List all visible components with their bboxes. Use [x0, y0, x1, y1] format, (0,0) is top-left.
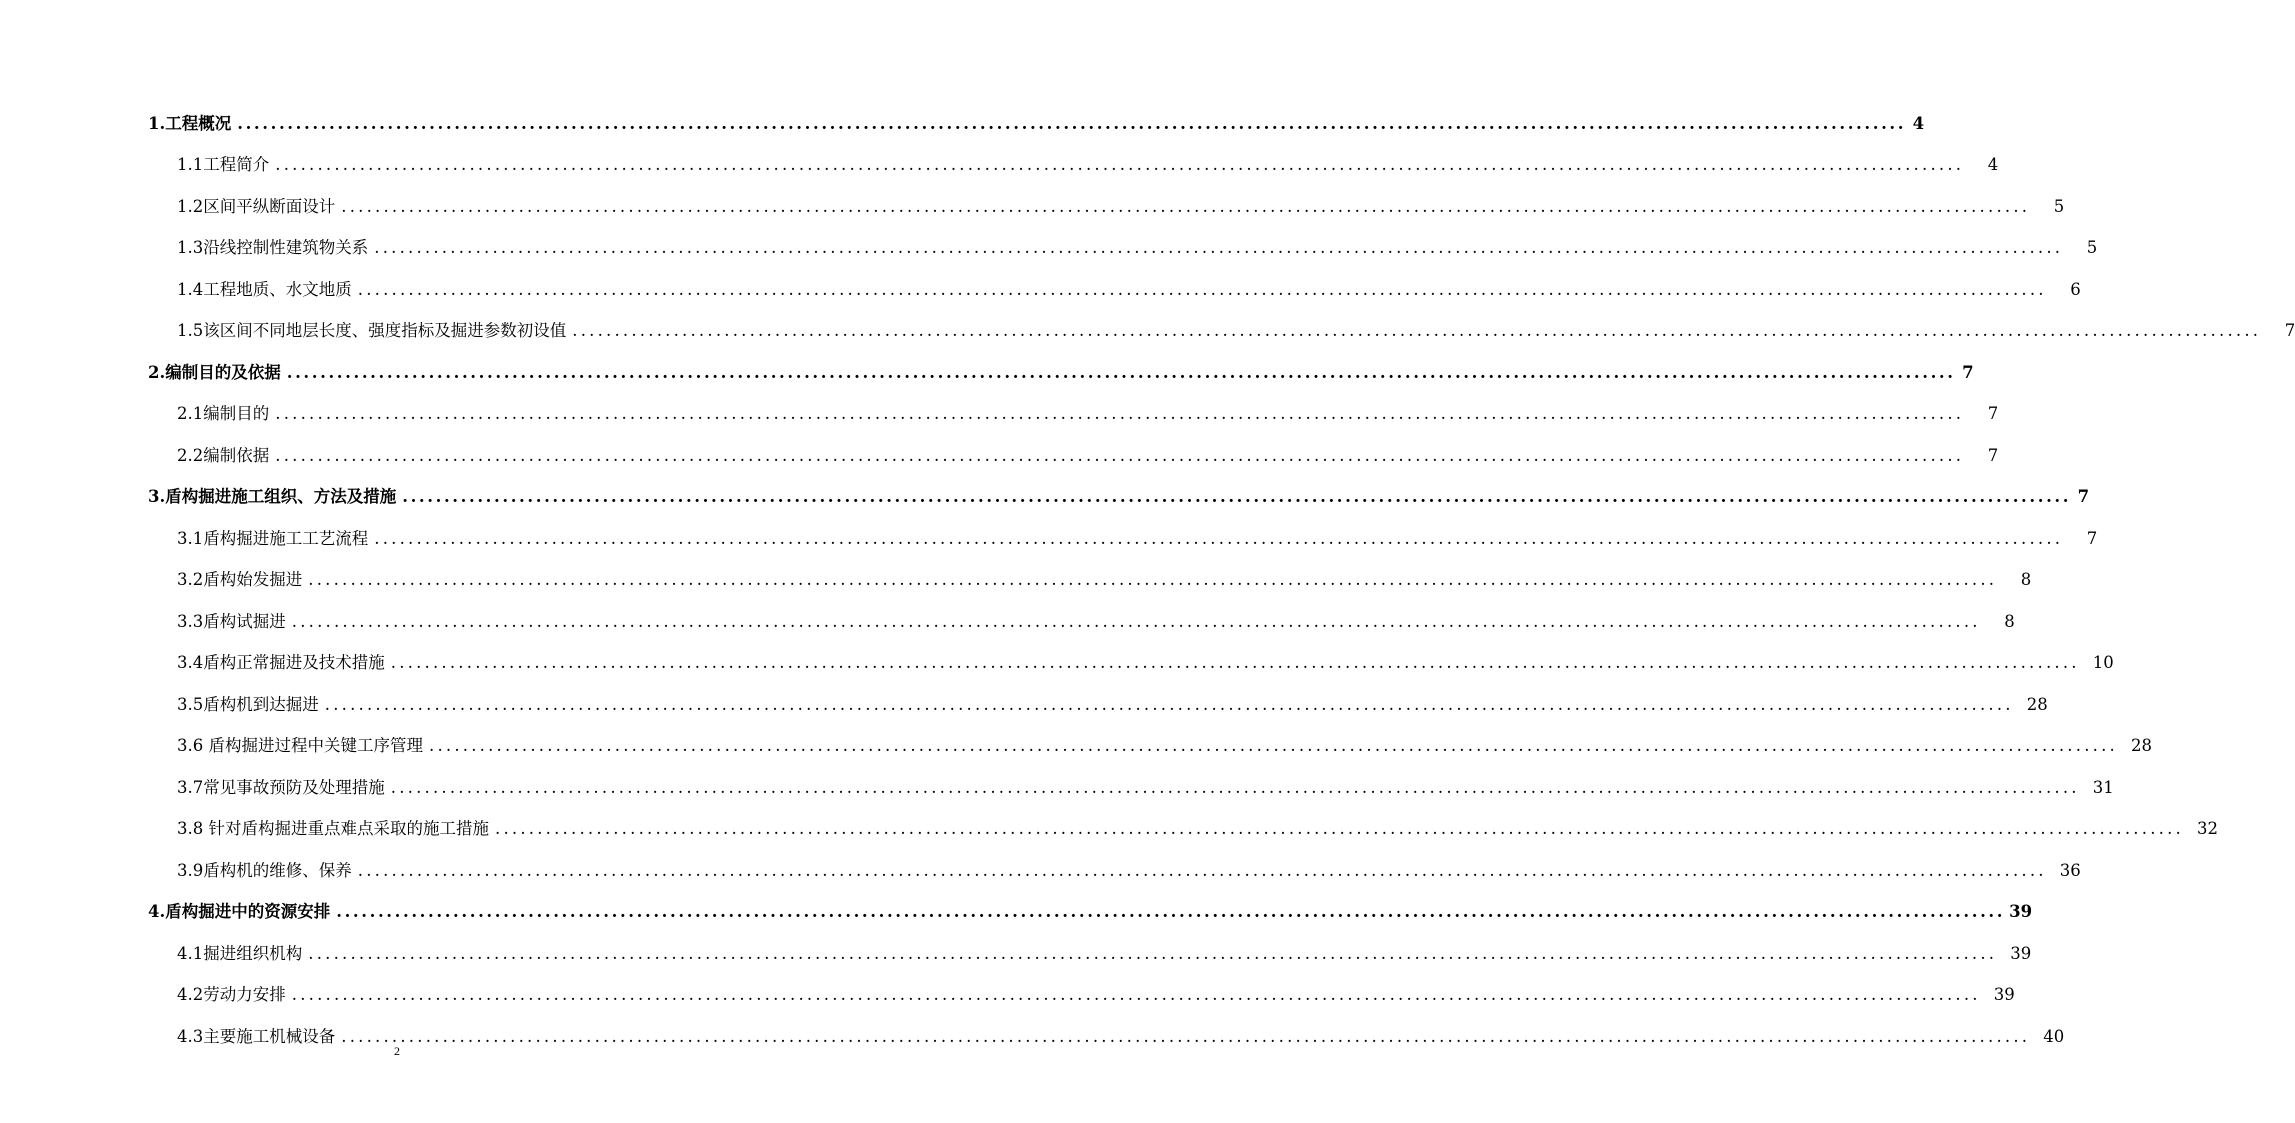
- toc-entry-title: 4.2劳动力安排: [177, 985, 286, 1004]
- toc-entry-title: 2.2编制依据: [177, 445, 270, 465]
- toc-section-entry[interactable]: [148, 635, 2114, 677]
- toc-chapter-entry[interactable]: [148, 95, 1925, 137]
- toc-entry-title: 3.2盾构始发掘进: [177, 570, 303, 589]
- toc-entry-page-number: 31: [2092, 777, 2114, 797]
- toc-entry-page-number: 5: [2086, 238, 2098, 257]
- toc-section-entry[interactable]: [148, 137, 1999, 179]
- toc-dot-leader: ........................................................................................................................................................................................................: [495, 819, 2184, 838]
- toc-section-entry[interactable]: [148, 427, 1999, 469]
- toc-entry-page-number: 7: [2077, 487, 2090, 506]
- toc-entry-page-number: 5: [2053, 196, 2065, 216]
- toc-entry-title: 1.2区间平纵断面设计: [177, 196, 336, 216]
- toc-entry-page-number: 7: [2284, 321, 2295, 340]
- toc-entry-title: 3.4盾构正常掘进及技术措施: [177, 653, 385, 672]
- toc-entry-page-number: 28: [2130, 736, 2152, 755]
- toc-entry-title: 1.5该区间不同地层长度、强度指标及掘进参数初设值: [177, 321, 567, 340]
- toc-section-entry[interactable]: [148, 510, 2098, 552]
- toc-section-entry[interactable]: [148, 967, 2015, 1009]
- toc-dot-leader: ........................................................................................................................................................................................................: [572, 321, 2262, 340]
- toc-dot-leader: ........................................................................................................................................................................................................: [286, 362, 1956, 382]
- toc-dot-leader: ........................................................................................................................................................................................................: [341, 1026, 2031, 1046]
- toc-section-entry[interactable]: [148, 801, 2218, 843]
- toc-entry-page-number: 7: [2086, 528, 2098, 548]
- toc-section-entry[interactable]: [148, 842, 2081, 884]
- toc-dot-leader: ........................................................................................................................................................................................................: [390, 653, 2080, 672]
- toc-entry-title: 2.1编制目的: [177, 404, 270, 423]
- toc-section-entry[interactable]: [148, 593, 2015, 635]
- toc-section-entry[interactable]: [148, 178, 2065, 220]
- toc-entry-title: 3.9盾构机的维修、保养: [177, 860, 352, 880]
- toc-entry-page-number: 36: [2059, 860, 2081, 880]
- toc-entry-page-number: 7: [1962, 362, 1974, 382]
- toc-dot-leader: ........................................................................................................................................................................................................: [341, 196, 2031, 216]
- toc-entry-title: 3.8 针对盾构掘进重点难点采取的施工措施: [177, 819, 489, 838]
- toc-dot-leader: ........................................................................................................................................................................................................: [237, 113, 1907, 133]
- toc-dot-leader: ........................................................................................................................................................................................................: [308, 570, 1998, 589]
- toc-entry-page-number: 28: [2026, 694, 2048, 714]
- toc-dot-leader: ........................................................................................................................................................................................................: [324, 694, 2014, 714]
- toc-chapter-entry[interactable]: [148, 344, 1974, 386]
- toc-section-entry[interactable]: [148, 759, 2114, 801]
- toc-section-entry[interactable]: [148, 220, 2098, 262]
- toc-dot-leader: ........................................................................................................................................................................................................: [291, 611, 1981, 631]
- toc-dot-leader: ........................................................................................................................................................................................................: [390, 777, 2080, 797]
- toc-chapter-entry[interactable]: [148, 469, 2090, 511]
- toc-entry-title: 2.编制目的及依据: [148, 362, 281, 382]
- toc-chapter-entry[interactable]: [148, 884, 2033, 926]
- toc-entry-title: 1.工程概况: [148, 113, 232, 133]
- toc-entry-title: 3.盾构掘进施工组织、方法及措施: [148, 487, 397, 506]
- toc-dot-leader: ........................................................................................................................................................................................................: [275, 155, 1965, 174]
- toc-entry-page-number: 39: [1993, 985, 2015, 1004]
- toc-dot-leader: ........................................................................................................................................................................................................: [429, 736, 2118, 755]
- toc-entry-page-number: 10: [2092, 653, 2114, 672]
- toc-entry-page-number: 40: [2043, 1026, 2065, 1046]
- toc-entry-page-number: 7: [1987, 445, 1999, 465]
- toc-entry-title: 3.6 盾构掘进过程中关键工序管理: [177, 736, 423, 755]
- toc-entry-page-number: 8: [2004, 611, 2015, 631]
- toc-entry-page-number: 6: [2070, 279, 2081, 299]
- toc-section-entry[interactable]: [148, 386, 1999, 428]
- toc-entry-page-number: 32: [2196, 819, 2218, 838]
- toc-entry-title: 1.4工程地质、水文地质: [177, 279, 352, 299]
- toc-entry-title: 4.盾构掘进中的资源安排: [148, 902, 331, 921]
- toc-section-entry[interactable]: [148, 718, 2152, 760]
- toc-entry-title: 1.3沿线控制性建筑物关系: [177, 238, 369, 257]
- toc-dot-leader: ........................................................................................................................................................................................................: [308, 943, 1998, 963]
- toc-section-entry[interactable]: [148, 303, 2295, 345]
- toc-section-entry[interactable]: [148, 676, 2048, 718]
- toc-section-entry[interactable]: [148, 925, 2032, 967]
- toc-entry-title: 3.5盾构机到达掘进: [177, 694, 319, 714]
- toc-entry-title: 3.3盾构试掘进: [177, 611, 286, 631]
- toc-entry-title: 3.7常见事故预防及处理措施: [177, 777, 385, 797]
- toc-dot-leader: ........................................................................................................................................................................................................: [336, 902, 2006, 921]
- toc-entry-title: 4.1掘进组织机构: [177, 943, 303, 963]
- toc-section-entry[interactable]: [148, 552, 2032, 594]
- toc-entry-page-number: 4: [1912, 113, 1925, 133]
- page-number: 2: [394, 1044, 400, 1058]
- toc-dot-leader: ........................................................................................................................................................................................................: [275, 404, 1965, 423]
- toc-dot-leader: ........................................................................................................................................................................................................: [374, 528, 2064, 548]
- toc-entry-page-number: 4: [1987, 155, 1999, 174]
- toc-dot-leader: ........................................................................................................................................................................................................: [357, 860, 2047, 880]
- toc-entry-page-number: 7: [1987, 404, 1999, 423]
- table-of-contents: [148, 95, 2295, 1050]
- toc-dot-leader: ........................................................................................................................................................................................................: [291, 985, 1981, 1004]
- toc-entry-title: 4.3主要施工机械设备: [177, 1026, 336, 1046]
- toc-section-entry[interactable]: [148, 261, 2081, 303]
- toc-entry-title: 1.1工程简介: [177, 155, 270, 174]
- toc-entry-page-number: 39: [2010, 943, 2032, 963]
- toc-dot-leader: ........................................................................................................................................................................................................: [374, 238, 2064, 257]
- toc-entry-page-number: 39: [2009, 902, 2033, 921]
- toc-dot-leader: ........................................................................................................................................................................................................: [402, 487, 2072, 506]
- toc-dot-leader: ........................................................................................................................................................................................................: [357, 279, 2047, 299]
- toc-entry-title: 3.1盾构掘进施工工艺流程: [177, 528, 369, 548]
- toc-entry-page-number: 8: [2020, 570, 2032, 589]
- toc-dot-leader: ........................................................................................................................................................................................................: [275, 445, 1965, 465]
